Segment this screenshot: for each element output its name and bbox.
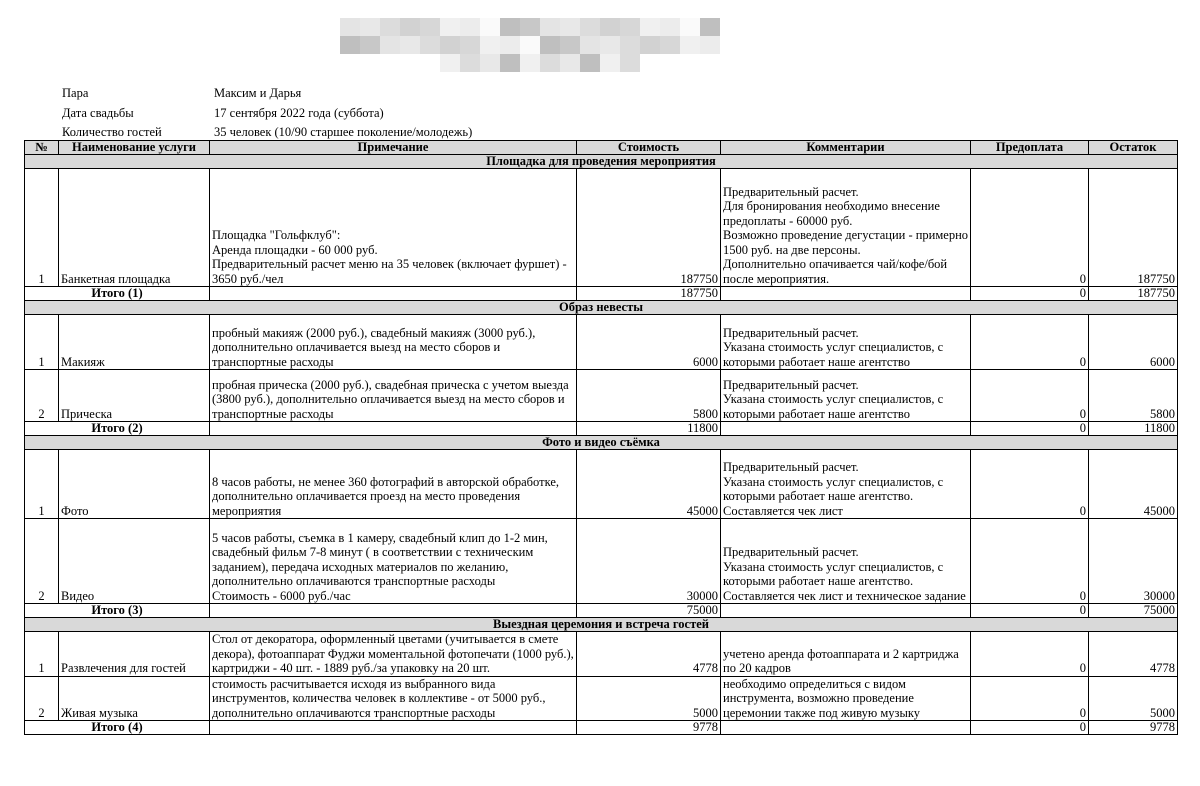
info-label: Количество гостей — [62, 125, 162, 140]
service-prepayment: 0 — [971, 450, 1089, 519]
service-remainder: 5000 — [1089, 676, 1178, 721]
row-number: 2 — [25, 676, 59, 721]
service-comment: Предварительный расчет. Указана стоимость услуг специалистов, с которыми работает наше агентство — [721, 370, 971, 422]
service-cost: 30000 — [577, 519, 721, 604]
table-row — [25, 676, 1178, 721]
subtotal-note — [210, 604, 577, 618]
service-name: Макияж — [59, 315, 210, 370]
table-row — [25, 450, 1178, 519]
service-comment: Предварительный расчет. Указана стоимость услуг специалистов, с которыми работает наше агентство. Составляется чек лист и техническое задание — [721, 519, 971, 604]
service-cost: 6000 — [577, 315, 721, 370]
service-remainder: 5800 — [1089, 370, 1178, 422]
service-prepayment: 0 — [971, 519, 1089, 604]
service-note: Стол от декоратора, оформленный цветами (учитывается в смете декора), фотоаппарат Фуджи моментальной фотопечати (1000 руб.), картриджи - 40 шт. - 1889 руб./за упаковку на 20 шт. — [210, 632, 577, 677]
subtotal-label: Итого (1) — [25, 287, 210, 301]
section-title: Площадка для проведения мероприятия — [25, 155, 1178, 169]
section-header-row — [25, 618, 1178, 632]
info-value: Максим и Дарья — [214, 86, 302, 101]
service-prepayment: 0 — [971, 370, 1089, 422]
subtotal-prepayment: 0 — [971, 721, 1089, 735]
table-row — [25, 315, 1178, 370]
subtotal-row — [25, 604, 1178, 618]
service-prepayment: 0 — [971, 169, 1089, 287]
service-name: Живая музыка — [59, 676, 210, 721]
subtotal-note — [210, 422, 577, 436]
section-header-row — [25, 436, 1178, 450]
service-name: Фото — [59, 450, 210, 519]
subtotal-cost: 9778 — [577, 721, 721, 735]
table-row — [25, 169, 1178, 287]
subtotal-cost: 11800 — [577, 422, 721, 436]
subtotal-row — [25, 287, 1178, 301]
service-note: пробный макияж (2000 руб.), свадебный макияж (3000 руб.), дополнительно оплачивается выезд на место сборов и транспортные расходы — [210, 315, 577, 370]
service-remainder: 187750 — [1089, 169, 1178, 287]
section-title: Выездная церемония и встреча гостей — [25, 618, 1178, 632]
subtotal-prepayment: 0 — [971, 287, 1089, 301]
info-value: 35 человек (10/90 старшее поколение/молодежь) — [214, 125, 473, 140]
info-row-date — [62, 104, 472, 124]
subtotal-comment — [721, 422, 971, 436]
col-header-comment: Комментарии — [721, 141, 971, 155]
subtotal-remainder: 9778 — [1089, 721, 1178, 735]
service-note: стоимость расчитывается исходя из выбранного вида инструментов, количества человек в коллективе - от 5000 руб., дополнительно оплачиваются транспортные расходы — [210, 676, 577, 721]
row-number: 1 — [25, 632, 59, 677]
col-header-number: № — [25, 141, 59, 155]
row-number: 2 — [25, 519, 59, 604]
info-row-couple — [62, 84, 472, 104]
service-name: Банкетная площадка — [59, 169, 210, 287]
col-header-remainder: Остаток — [1089, 141, 1178, 155]
service-comment: учетено аренда фотоаппарата и 2 картриджа по 20 кадров — [721, 632, 971, 677]
subtotal-label: Итого (3) — [25, 604, 210, 618]
service-comment: Предварительный расчет. Для бронирования необходимо внесение предоплаты - 60000 руб. Возможно проведение дегустации - примерно 1500 руб. на две персоны. Дополнительно опачивается чай/кофе/бой после мероприятия. — [721, 169, 971, 287]
row-number: 1 — [25, 315, 59, 370]
row-number: 1 — [25, 169, 59, 287]
service-name: Видео — [59, 519, 210, 604]
service-cost: 5000 — [577, 676, 721, 721]
info-label: Пара — [62, 86, 89, 101]
subtotal-row — [25, 721, 1178, 735]
row-number: 1 — [25, 450, 59, 519]
service-note: Площадка "Гольфклуб": Аренда площадки - 60 000 руб. Предварительный расчет меню на 35 человек (включает фуршет) - 3650 руб./чел — [210, 169, 577, 287]
service-note: 5 часов работы, съемка в 1 камеру, свадебный клип до 1-2 мин, свадебный фильм 7-8 минут ( в соответствии с техническим заданием), передача исходных материалов по желанию, дополнительно оплачиваются транспортные расходы Стоимость - 6000 руб./час — [210, 519, 577, 604]
subtotal-note — [210, 287, 577, 301]
subtotal-label: Итого (2) — [25, 422, 210, 436]
service-remainder: 4778 — [1089, 632, 1178, 677]
service-cost: 5800 — [577, 370, 721, 422]
table-header-row — [25, 141, 1178, 155]
service-remainder: 6000 — [1089, 315, 1178, 370]
row-number: 2 — [25, 370, 59, 422]
subtotal-remainder: 187750 — [1089, 287, 1178, 301]
service-prepayment: 0 — [971, 632, 1089, 677]
service-cost: 4778 — [577, 632, 721, 677]
table-row — [25, 632, 1178, 677]
subtotal-cost: 75000 — [577, 604, 721, 618]
col-header-prepayment: Предоплата — [971, 141, 1089, 155]
estimate-table — [24, 140, 1178, 735]
table-row — [25, 519, 1178, 604]
service-note: 8 часов работы, не менее 360 фотографий в авторской обработке, дополнительно оплачивается проезд на место проведения мероприятия — [210, 450, 577, 519]
event-info — [62, 84, 472, 143]
redacted-header — [340, 18, 720, 73]
section-title: Образ невесты — [25, 301, 1178, 315]
col-header-service: Наименование услуги — [59, 141, 210, 155]
info-label: Дата свадьбы — [62, 105, 134, 120]
info-value: 17 сентября 2022 года (суббота) — [214, 105, 384, 120]
subtotal-prepayment: 0 — [971, 422, 1089, 436]
subtotal-comment — [721, 287, 971, 301]
service-name: Развлечения для гостей — [59, 632, 210, 677]
service-note: пробная прическа (2000 руб.), свадебная прическа с учетом выезда (3800 руб.), дополнительно оплачивается выезд на место сборов и транспортные расходы — [210, 370, 577, 422]
service-remainder: 30000 — [1089, 519, 1178, 604]
service-comment: Предварительный расчет. Указана стоимость услуг специалистов, с которыми работает наше агентство — [721, 315, 971, 370]
subtotal-remainder: 75000 — [1089, 604, 1178, 618]
col-header-note: Примечание — [210, 141, 577, 155]
subtotal-label: Итого (4) — [25, 721, 210, 735]
service-prepayment: 0 — [971, 315, 1089, 370]
col-header-cost: Стоимость — [577, 141, 721, 155]
section-header-row — [25, 155, 1178, 169]
service-comment: Предварительный расчет. Указана стоимость услуг специалистов, с которыми работает наше агентство. Составляется чек лист — [721, 450, 971, 519]
service-prepayment: 0 — [971, 676, 1089, 721]
section-header-row — [25, 301, 1178, 315]
subtotal-row — [25, 422, 1178, 436]
table-row — [25, 370, 1178, 422]
subtotal-prepayment: 0 — [971, 604, 1089, 618]
section-title: Фото и видео съёмка — [25, 436, 1178, 450]
subtotal-cost: 187750 — [577, 287, 721, 301]
subtotal-note — [210, 721, 577, 735]
service-remainder: 45000 — [1089, 450, 1178, 519]
subtotal-remainder: 11800 — [1089, 422, 1178, 436]
subtotal-comment — [721, 604, 971, 618]
service-cost: 187750 — [577, 169, 721, 287]
service-name: Прическа — [59, 370, 210, 422]
subtotal-comment — [721, 721, 971, 735]
service-cost: 45000 — [577, 450, 721, 519]
service-comment: необходимо определиться с видом инструмента, возможно проведение церемонии также под живую музыку — [721, 676, 971, 721]
